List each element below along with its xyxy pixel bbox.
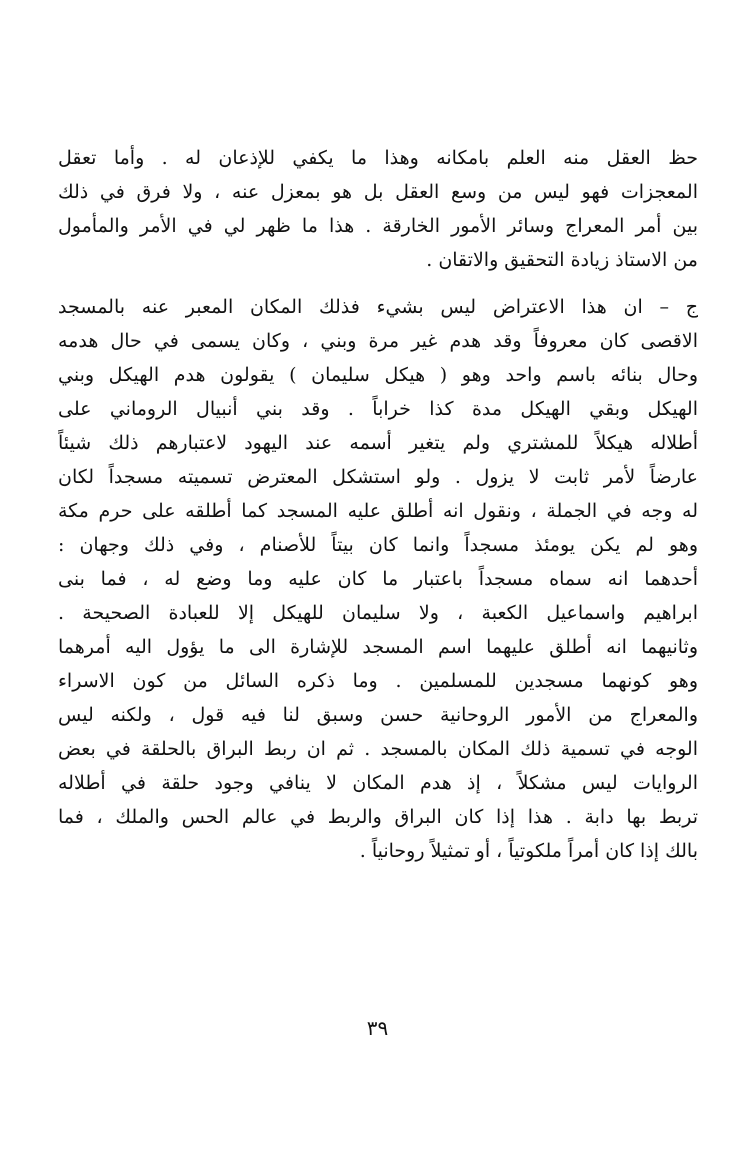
- text-line: له وجه في الجملة ، ونقول انه أطلق عليه المسجد كما أطلقه على حرم مكة: [58, 500, 698, 522]
- text-line: أحدهما انه سماه مسجداً باعتبار ما كان عليه وما وضع له ، فما بنى: [58, 568, 698, 590]
- text-line: الروايات ليس مشكلاً ، إذ هدم المكان لا ينافي وجود حلقة في أطلاله: [58, 772, 698, 794]
- paragraph-1: [58, 141, 698, 277]
- text-line: الهيكل وبقي الهيكل مدة كذا خراباً . وقد بني أنبيال الروماني على: [58, 398, 698, 420]
- text-line: وحال بنائه باسم واحد وهو ( هيكل سليمان ) يقولون هدم الهيكل وبني: [58, 364, 698, 386]
- paragraph-2: [58, 290, 698, 868]
- text-line: الوجه في تسمية ذلك المكان بالمسجد . ثم ان ربط البراق بالحلقة في بعض: [58, 738, 698, 760]
- text-line: بالك إذا كان أمراً ملكوتياً ، أو تمثيلاً روحانياً .: [359, 840, 698, 862]
- text-line: تربط بها دابة . هذا إذا كان البراق والربط في عالم الحس والملك ، فما: [58, 806, 698, 828]
- text-line: حظ العقل منه العلم بامكانه وهذا ما يكفي للإذعان له . وأما تعقل: [58, 147, 698, 169]
- text-line: أطلاله هيكلاً للمشتري ولم يتغير أسمه عند اليهود لاعتبارهم ذلك شيئاً: [58, 432, 698, 454]
- page-number: ٣٩: [366, 1016, 389, 1040]
- text-line: ابراهيم واسماعيل الكعبة ، ولا سليمان للهيكل إلا للعبادة الصحيحة .: [58, 602, 698, 624]
- text-line: المعجزات فهو ليس من وسع العقل بل هو بمعزل عنه ، ولا فرق في ذلك: [58, 181, 698, 203]
- text-line: الاقصى كان معروفاً وقد هدم غير مرة وبني ، وكان يسمى في حال هدمه: [58, 330, 698, 352]
- text-line: وثانيهما انه أطلق عليهما اسم المسجد للإشارة الى ما يؤول اليه أمرهما: [58, 636, 698, 658]
- text-line: وهو لم يكن يومئذ مسجداً وانما كان بيتاً للأصنام ، وفي ذلك وجهان :: [58, 534, 698, 556]
- text-line: بين أمر المعراج وسائر الأمور الخارقة . هذا ما ظهر لي في الأمر والمأمول: [58, 215, 698, 237]
- text-line: وهو كونهما مسجدين للمسلمين . وما ذكره السائل من كون الاسراء: [58, 670, 698, 692]
- text-line: والمعراج من الأمور الروحانية حسن وسبق لنا فيه قول ، ولكنه ليس: [58, 704, 698, 726]
- text-line: عارضاً لأمر ثابت لا يزول . ولو استشكل المعترض تسميته مسجداً لكان: [58, 466, 698, 488]
- text-line: ج – ان هذا الاعتراض ليس بشيء فذلك المكان المعبر عنه بالمسجد: [58, 296, 698, 318]
- text-line: من الاستاذ زيادة التحقيق والاتقان .: [426, 249, 698, 271]
